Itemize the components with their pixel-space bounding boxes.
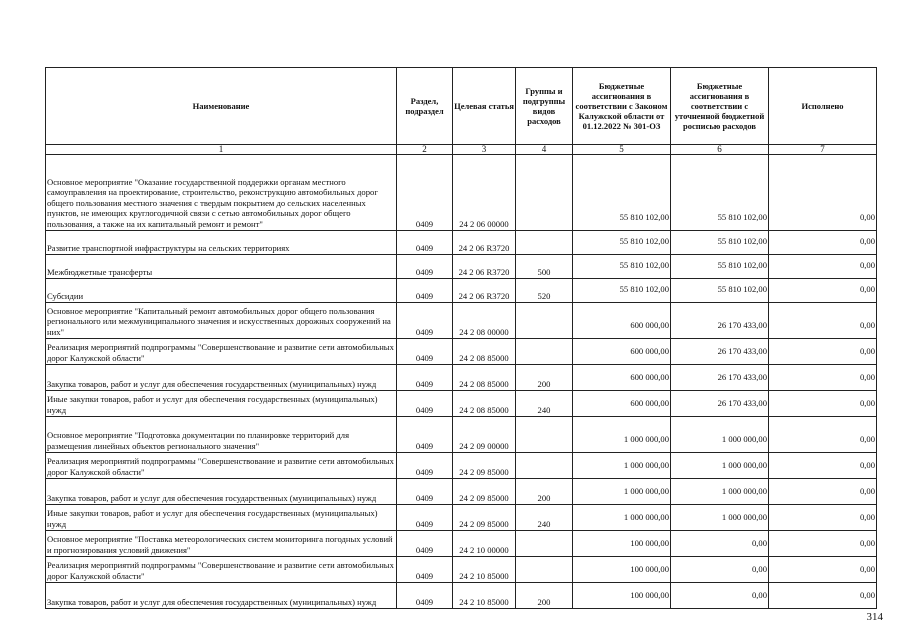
row-budget-refined: 1 000 000,00 xyxy=(721,434,767,444)
row-group xyxy=(516,303,573,339)
row-executed: 0,00 xyxy=(859,260,875,270)
row-budget-law: 600 000,00 xyxy=(630,346,669,356)
col-number: 5 xyxy=(573,145,671,155)
row-section: 0409 xyxy=(397,303,453,339)
table-row xyxy=(46,231,877,255)
column-number-row xyxy=(46,145,877,155)
row-budget-law: 55 810 102,00 xyxy=(619,212,669,222)
table-row xyxy=(46,453,877,479)
row-group: 200 xyxy=(516,479,573,505)
row-name: Реализация мероприятий подпрограммы "Совершенствование и развитие сети автомобильных дорог Калужской области" xyxy=(46,453,397,479)
row-section: 0409 xyxy=(397,505,453,531)
col-number: 3 xyxy=(453,145,516,155)
row-budget-law: 100 000,00 xyxy=(630,564,669,574)
row-group: 240 xyxy=(516,391,573,417)
row-section: 0409 xyxy=(397,391,453,417)
row-name: Основное мероприятие "Оказание государственной поддержки органам местного самоуправления на проектирование, строительство, реконструкцию автомобильных дорог общего пользования местного значения с твердым покрытием до сельских населенных пунктов, не имеющих круглогодичной связи с сетью автомобильных дорог общего пользования, а также на их капитальный ремонт и ремонт" xyxy=(46,155,397,231)
row-target: 24 2 09 00000 xyxy=(453,417,516,453)
row-budget-law: 1 000 000,00 xyxy=(623,512,669,522)
row-group: 240 xyxy=(516,505,573,531)
row-budget-law: 1 000 000,00 xyxy=(623,486,669,496)
row-executed: 0,00 xyxy=(859,372,875,382)
row-name: Межбюджетные трансферты xyxy=(46,255,397,279)
row-section: 0409 xyxy=(397,155,453,231)
row-budget-refined: 26 170 433,00 xyxy=(717,372,767,382)
row-target: 24 2 09 85000 xyxy=(453,479,516,505)
row-budget-refined: 1 000 000,00 xyxy=(721,460,767,470)
row-section: 0409 xyxy=(397,339,453,365)
header-name: Наименование xyxy=(46,68,397,145)
row-section: 0409 xyxy=(397,255,453,279)
row-target: 24 2 09 85000 xyxy=(453,453,516,479)
row-name: Закупка товаров, работ и услуг для обеспечения государственных (муниципальных) нужд xyxy=(46,365,397,391)
row-target: 24 2 10 85000 xyxy=(453,583,516,609)
table-row xyxy=(46,583,877,609)
row-group xyxy=(516,557,573,583)
row-name: Реализация мероприятий подпрограммы "Совершенствование и развитие сети автомобильных дорог Калужской области" xyxy=(46,557,397,583)
row-executed: 0,00 xyxy=(859,434,875,444)
row-budget-law: 600 000,00 xyxy=(630,372,669,382)
row-name: Закупка товаров, работ и услуг для обеспечения государственных (муниципальных) нужд xyxy=(46,583,397,609)
row-executed: 0,00 xyxy=(859,512,875,522)
row-budget-refined: 55 810 102,00 xyxy=(717,260,767,270)
row-budget-law: 1 000 000,00 xyxy=(623,434,669,444)
row-budget-law: 55 810 102,00 xyxy=(619,236,669,246)
row-name: Закупка товаров, работ и услуг для обеспечения государственных (муниципальных) нужд xyxy=(46,479,397,505)
table-row xyxy=(46,365,877,391)
col-number: 7 xyxy=(769,145,877,155)
row-section: 0409 xyxy=(397,479,453,505)
col-number: 4 xyxy=(516,145,573,155)
col-number: 6 xyxy=(671,145,769,155)
table-row xyxy=(46,391,877,417)
row-budget-refined: 55 810 102,00 xyxy=(717,212,767,222)
row-target: 24 2 06 00000 xyxy=(453,155,516,231)
row-target: 24 2 08 00000 xyxy=(453,303,516,339)
row-budget-refined: 1 000 000,00 xyxy=(721,512,767,522)
row-budget-refined: 26 170 433,00 xyxy=(717,346,767,356)
table-body xyxy=(46,155,877,609)
row-section: 0409 xyxy=(397,417,453,453)
row-budget-law: 55 810 102,00 xyxy=(619,284,669,294)
row-name: Иные закупки товаров, работ и услуг для обеспечения государственных (муниципальных) нужд xyxy=(46,391,397,417)
row-executed: 0,00 xyxy=(859,346,875,356)
row-budget-law: 600 000,00 xyxy=(630,320,669,330)
row-budget-refined: 0,00 xyxy=(751,564,767,574)
row-group xyxy=(516,417,573,453)
row-group: 200 xyxy=(516,365,573,391)
row-budget-refined: 26 170 433,00 xyxy=(717,398,767,408)
row-section: 0409 xyxy=(397,453,453,479)
row-target: 24 2 10 85000 xyxy=(453,557,516,583)
row-section: 0409 xyxy=(397,365,453,391)
row-budget-law: 600 000,00 xyxy=(630,398,669,408)
row-target: 24 2 06 R3720 xyxy=(453,279,516,303)
row-name: Субсидии xyxy=(46,279,397,303)
row-name: Иные закупки товаров, работ и услуг для обеспечения государственных (муниципальных) нужд xyxy=(46,505,397,531)
row-executed: 0,00 xyxy=(859,236,875,246)
table-row xyxy=(46,417,877,453)
row-budget-refined: 26 170 433,00 xyxy=(717,320,767,330)
row-group xyxy=(516,531,573,557)
table-row xyxy=(46,479,877,505)
row-group: 500 xyxy=(516,255,573,279)
row-target: 24 2 06 R3720 xyxy=(453,231,516,255)
table-row xyxy=(46,155,877,231)
row-executed: 0,00 xyxy=(859,486,875,496)
header-budget-refined: Бюджетные ассигнования в соответствии с уточненной бюджетной росписью расходов xyxy=(671,68,769,145)
row-budget-refined: 1 000 000,00 xyxy=(721,486,767,496)
row-budget-refined: 55 810 102,00 xyxy=(717,284,767,294)
row-section: 0409 xyxy=(397,531,453,557)
header-executed: Исполнено xyxy=(769,68,877,145)
row-target: 24 2 08 85000 xyxy=(453,365,516,391)
row-name: Развитие транспортной инфраструктуры на сельских территориях xyxy=(46,231,397,255)
page-number: 314 xyxy=(866,611,883,623)
budget-table-container xyxy=(45,67,876,609)
row-executed: 0,00 xyxy=(859,590,875,600)
row-executed: 0,00 xyxy=(859,460,875,470)
table-row xyxy=(46,303,877,339)
row-group xyxy=(516,453,573,479)
row-budget-law: 100 000,00 xyxy=(630,590,669,600)
row-budget-refined: 0,00 xyxy=(751,538,767,548)
header-target: Целевая статья xyxy=(453,68,516,145)
budget-table xyxy=(45,67,877,609)
table-row xyxy=(46,505,877,531)
col-number: 2 xyxy=(397,145,453,155)
row-target: 24 2 09 85000 xyxy=(453,505,516,531)
row-section: 0409 xyxy=(397,583,453,609)
table-row xyxy=(46,531,877,557)
table-row xyxy=(46,339,877,365)
row-target: 24 2 08 85000 xyxy=(453,339,516,365)
row-budget-law: 1 000 000,00 xyxy=(623,460,669,470)
row-group: 200 xyxy=(516,583,573,609)
row-name: Реализация мероприятий подпрограммы "Совершенствование и развитие сети автомобильных дорог Калужской области" xyxy=(46,339,397,365)
row-section: 0409 xyxy=(397,231,453,255)
row-budget-law: 100 000,00 xyxy=(630,538,669,548)
row-executed: 0,00 xyxy=(859,320,875,330)
row-target: 24 2 08 85000 xyxy=(453,391,516,417)
row-executed: 0,00 xyxy=(859,564,875,574)
row-budget-law: 55 810 102,00 xyxy=(619,260,669,270)
header-groups: Группы и подгруппы видов расходов xyxy=(516,68,573,145)
row-group: 520 xyxy=(516,279,573,303)
row-group xyxy=(516,231,573,255)
row-group xyxy=(516,339,573,365)
row-section: 0409 xyxy=(397,557,453,583)
row-section: 0409 xyxy=(397,279,453,303)
header-section: Раздел, подраздел xyxy=(397,68,453,145)
table-row xyxy=(46,279,877,303)
row-name: Основное мероприятие "Поставка метеорологических систем мониторинга погодных условий и прогнозирования условий движения" xyxy=(46,531,397,557)
table-row xyxy=(46,255,877,279)
row-name: Основное мероприятие "Капитальный ремонт автомобильных дорог общего пользования регионального или межмуниципального значения и искусственных дорожных сооружений на них" xyxy=(46,303,397,339)
header-budget-law: Бюджетные ассигнования в соответствии с Законом Калужской области от 01.12.2022 № 301-ОЗ xyxy=(573,68,671,145)
row-executed: 0,00 xyxy=(859,212,875,222)
row-executed: 0,00 xyxy=(859,284,875,294)
row-name: Основное мероприятие "Подготовка документации по планировке территорий для размещения линейных объектов регионального значения" xyxy=(46,417,397,453)
col-number: 1 xyxy=(46,145,397,155)
table-row xyxy=(46,557,877,583)
row-budget-refined: 55 810 102,00 xyxy=(717,236,767,246)
row-target: 24 2 06 R3720 xyxy=(453,255,516,279)
table-header-row xyxy=(46,68,877,145)
row-executed: 0,00 xyxy=(859,538,875,548)
row-target: 24 2 10 00000 xyxy=(453,531,516,557)
row-executed: 0,00 xyxy=(859,398,875,408)
row-budget-refined: 0,00 xyxy=(751,590,767,600)
row-group xyxy=(516,155,573,231)
